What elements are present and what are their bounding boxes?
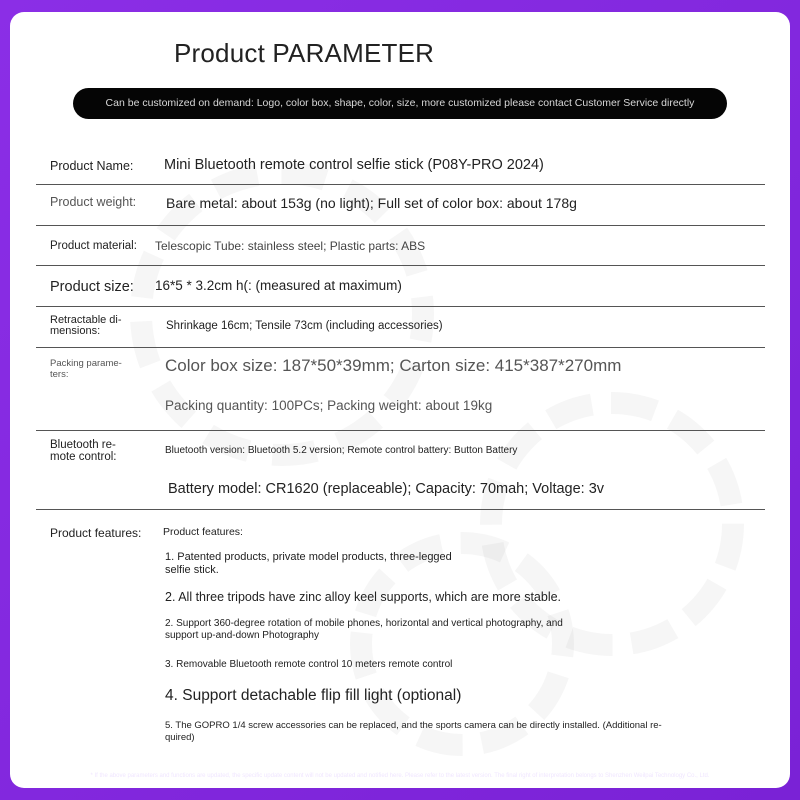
parameter-card <box>10 12 790 788</box>
value-product-name: Mini Bluetooth remote control selfie stick (P08Y-PRO 2024) <box>164 157 544 173</box>
label-product-name: Product Name: <box>50 159 134 173</box>
row-divider <box>36 347 765 348</box>
value-product-material: Telescopic Tube: stainless steel; Plastic parts: ABS <box>155 239 426 253</box>
label-product-features: Product features: <box>50 526 142 540</box>
row-divider <box>36 225 765 226</box>
feature-item-5: 4. Support detachable flip fill light (optional) <box>165 687 462 704</box>
label-bluetooth-remote <box>50 439 116 463</box>
value-packing-quantity: Packing quantity: 100PCs; Packing weight: about 19kg <box>165 398 493 413</box>
label-line: Retractable di- <box>50 314 122 326</box>
disclaimer-footer: * If the above parameters and functions are updated, the specific update content will not be updated and notified here. Please refer to the latest version. The final right of interpretation belongs to Shenzhen Weilpai Technology Co., Ltd. <box>90 773 710 779</box>
value-battery-model: Battery model: CR1620 (replaceable); Capacity: 70mah; Voltage: 3v <box>168 481 605 497</box>
feature-item-3 <box>165 618 563 642</box>
label-line: mote control: <box>50 451 117 463</box>
row-divider <box>36 265 765 266</box>
feature-line: 5. The GOPRO 1/4 screw accessories can be replaced, and the sports camera can be directly installed. (Additional re- <box>165 720 662 731</box>
page-title: Product PARAMETER <box>174 38 435 68</box>
value-retractable-dimensions: Shrinkage 16cm; Tensile 73cm (including accessories) <box>166 320 443 332</box>
label-line: Bluetooth re- <box>50 439 116 451</box>
value-packing-box-size: Color box size: 187*50*39mm; Carton size: 415*387*270mm <box>165 356 622 375</box>
label-product-size: Product size: <box>50 279 134 295</box>
row-divider <box>36 306 765 307</box>
row-divider <box>36 430 765 431</box>
feature-line: support up-and-down Photography <box>165 630 319 641</box>
value-bluetooth-version: Bluetooth version: Bluetooth 5.2 version; Remote control battery: Button Battery <box>165 445 518 456</box>
label-packing-parameters <box>50 358 122 380</box>
label-line: mensions: <box>50 325 101 337</box>
feature-item-1 <box>165 551 452 577</box>
feature-item-4: 3. Removable Bluetooth remote control 10 meters remote control <box>165 659 453 670</box>
features-heading: Product features: <box>163 526 243 538</box>
label-product-weight: Product weight: <box>50 195 137 209</box>
label-retractable-dimensions <box>50 315 122 337</box>
row-divider <box>36 509 765 510</box>
feature-line: 2. Support 360-degree rotation of mobile phones, horizontal and vertical photography, and <box>165 618 563 629</box>
label-product-material: Product material: <box>50 240 137 252</box>
value-product-weight: Bare metal: about 153g (no light); Full set of color box: about 178g <box>166 195 577 211</box>
feature-item-2: 2. All three tripods have zinc alloy keel supports, which are more stable. <box>165 590 562 604</box>
label-line: Packing parame- <box>50 358 122 369</box>
label-line: ters: <box>50 369 69 380</box>
feature-line: quired) <box>165 732 195 743</box>
value-product-size: 16*5 * 3.2cm h(: (measured at maximum) <box>155 278 402 293</box>
feature-item-6 <box>165 720 662 744</box>
row-divider <box>36 184 765 185</box>
feature-line: selfie stick. <box>165 564 219 576</box>
customization-banner: Can be customized on demand: Logo, color box, shape, color, size, more customized please contact Customer Service directly <box>73 88 727 119</box>
feature-line: 1. Patented products, private model products, three-legged <box>165 551 452 563</box>
